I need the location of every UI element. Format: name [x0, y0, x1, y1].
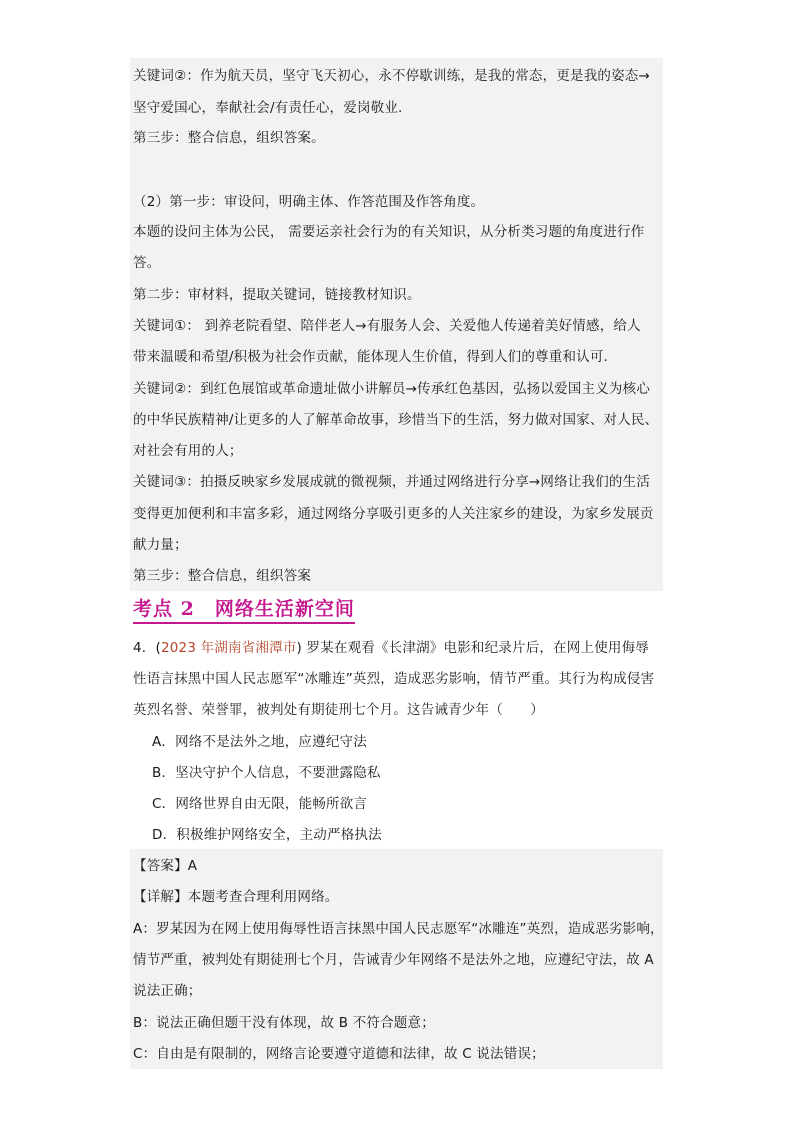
question-source: 2023 年湖南省湘潭市 [160, 640, 297, 656]
option-d: D．积极维护网络安全，主动严格执法 [152, 827, 382, 843]
answer-line: C：自由是有限制的，网络言论要遵守道德和法律，故 C 说法错误； [133, 1046, 545, 1062]
answer-line: 【答案】A [133, 858, 198, 874]
analysis-line: 关键词①： 到养老院看望、陪伴老人→有服务人会、关爱他人传递着美好情感，给人 [133, 318, 641, 334]
answer-line: 情节严重，被判处有期徒刑七个月，告诫青少年网络不是法外之地，应遵纪守法，故 A [133, 952, 654, 968]
analysis-line: 带来温暖和希望/积极为社会作贡献，能体现人生价值，得到人们的尊重和认可. [133, 349, 609, 365]
analysis-line: 对社会有用的人； [133, 443, 243, 459]
question-number: 4．( [133, 640, 161, 656]
analysis-line: 第二步：审材料，提取关键词，链接教材知识。 [133, 287, 421, 303]
section-heading: 考点 2 网络生活新空间 [133, 597, 355, 624]
question-stem [133, 638, 649, 658]
analysis-line: 变得更加便利和丰富多彩，通过网络分享吸引更多的人关注家乡的建设，为家乡发展贡 [133, 506, 654, 522]
analysis-line: 第三步：整合信息，组织答案 [133, 568, 312, 584]
answer-line: A：罗某因为在网上使用侮辱性语言抹黑中国人民志愿军“冰雕连”英烈，造成恶劣影响， [133, 921, 664, 937]
answer-line: 说法正确； [133, 983, 202, 999]
option-c: C．网络世界自由无限，能畅所欲言 [152, 796, 368, 812]
analysis-line: 的中华民族精神/让更多的人了解革命故事，珍惜当下的生活，努力做对国家、对人民、 [133, 412, 659, 428]
analysis-line: （2）第一步：审设问，明确主体、作答范围及作答角度。 [133, 194, 485, 210]
option-a: A．网络不是法外之地，应遵纪守法 [152, 734, 367, 750]
analysis-line: 坚守爱国心，奉献社会/有责任心，爱岗敬业. [133, 100, 403, 116]
analysis-line: 本题的设问主体为公民， 需要运亲社会行为的有关知识，从分析类习题的角度进行作 [133, 224, 645, 240]
analysis-line: 关键词②：作为航天员，坚守飞天初心，永不停歇训练，是我的常态，更是我的姿态→ [133, 68, 651, 84]
question-stem: 英烈名誉、荣誉罪，被判处有期徒刑七个月。这告诫青少年（ ） [133, 702, 544, 718]
analysis-line: 献力量； [133, 537, 188, 553]
answer-line: B：说法正确但题干没有体现，故 B 不符合题意； [133, 1015, 435, 1031]
question-stem-text: ) 罗某在观看《长津湖》电影和纪录片后，在网上使用侮辱 [296, 640, 649, 656]
analysis-line: 答。 [133, 255, 161, 271]
analysis-line: 关键词②：到红色展馆或革命遗址做小讲解员→传承红色基因，弘扬以爱国主义为核心 [133, 381, 651, 397]
analysis-line: 关键词③：拍摄反映家乡发展成就的微视频，并通过网络进行分享→网络让我们的生活 [133, 474, 651, 490]
answer-line: 【详解】本题考查合理利用网络。 [133, 889, 339, 905]
question-stem: 性语言抹黑中国人民志愿军“冰雕连”英烈，造成恶劣影响，情节严重。其行为构成侵害 [133, 671, 655, 687]
analysis-line: 第三步：整合信息，组织答案。 [133, 130, 325, 146]
option-b: B．坚决守护个人信息，不要泄露隐私 [152, 765, 381, 781]
